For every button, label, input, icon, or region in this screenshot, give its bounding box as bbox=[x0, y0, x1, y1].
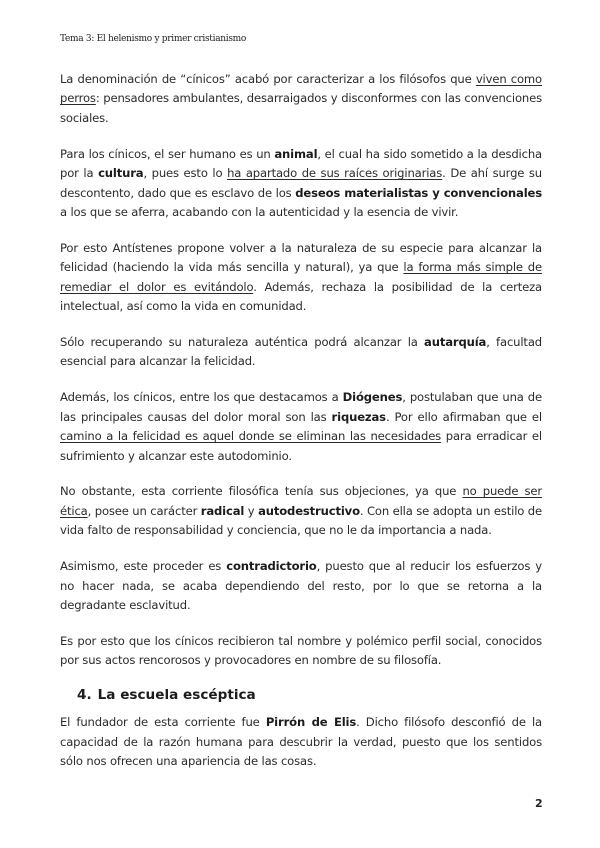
paragraph-pirron: El fundador de esta corriente fue Pirrón de Elis. Dicho filósofo desconfió de la capacidad de la razón humana para descubrir la verdad, puesto que los sentidos sólo nos ofrecen una apariencia de las cosas. bbox=[60, 715, 542, 768]
bold-term: animal bbox=[274, 146, 318, 161]
paragraph-objeciones: No obstante, esta corriente filosófica tenía sus objeciones, ya que no puede ser ética, posee un carácter radical y autodestructivo. Con ella se adopta un estilo de vida falto de responsabilidad y conciencia, que no le da importancia a nada. bbox=[60, 484, 542, 538]
section-heading-escuela-esceptica bbox=[77, 687, 542, 703]
paragraph-conclusion: Es por esto que los cínicos recibieron tal nombre y polémico perfil social, conocidos por sus actos rencorosos y provocadores en nombre de su filosofía. bbox=[60, 633, 542, 668]
underlined-phrase: viven como perros bbox=[60, 72, 542, 106]
bold-term: cultura bbox=[98, 166, 144, 181]
bold-term: autodestructivo bbox=[258, 503, 360, 518]
paragraph-cinicos-definition: La denominación de “cínicos” acabó por caracterizar a los filósofos que viven como perros: pensadores ambulantes, desarraigados y disconformes con las convenciones sociales. bbox=[60, 72, 542, 125]
section-title: La escuela escéptica bbox=[97, 687, 256, 704]
underlined-phrase: no puede ser ética bbox=[60, 484, 542, 518]
bold-term: deseos materialistas y convencionales bbox=[295, 185, 542, 200]
page-content bbox=[60, 70, 542, 788]
bold-term: contradictorio bbox=[226, 559, 317, 574]
bold-term: radical bbox=[200, 503, 245, 518]
paragraph-contradictorio: Asimismo, este proceder es contradictorio, puesto que al reducir los esfuerzos y no hacer nada, se acaba dependiendo del resto, por lo que se retorna a la degradante esclavitud. bbox=[60, 559, 542, 612]
page-header: Tema 3: El helenismo y primer cristianismo bbox=[60, 34, 247, 44]
page-number: 2 bbox=[535, 797, 543, 810]
bold-term: riquezas bbox=[331, 409, 386, 424]
paragraph-human-animal: Para los cínicos, el ser humano es un animal, el cual ha sido sometido a la desdicha por la cultura, pues esto lo ha apartado de sus raíces originarias. De ahí surge su descontento, dado que es esclavo de los deseos materialistas y convencionales a los que se aferra, acabando con la autenticidad y la esencia de vivir. bbox=[60, 146, 543, 219]
section-number: 4. bbox=[77, 687, 92, 704]
underlined-phrase: camino a la felicidad es aquel donde se eliminan las necesidades bbox=[60, 429, 442, 444]
underlined-phrase: la forma más simple de remediar el dolor es evitándolo bbox=[60, 260, 542, 294]
underlined-phrase: ha apartado de sus raíces originarias bbox=[227, 166, 443, 181]
paragraph-diogenes: Además, los cínicos, entre los que destacamos a Diógenes, postulaban que una de las principales causas del dolor moral son las riquezas. Por ello afirmaban que el camino a la felicidad es aquel donde se eliminan las necesidades para erradicar el sufrimiento y alcanzar este autodominio. bbox=[60, 390, 542, 463]
paragraph-autarquia: Sólo recuperando su naturaleza auténtica podrá alcanzar la autarquía, facultad esencial para alcanzar la felicidad. bbox=[60, 334, 542, 369]
bold-term: autarquía bbox=[424, 334, 487, 349]
paragraph-antistenes: Por esto Antístenes propone volver a la naturaleza de su especie para alcanzar la felicidad (haciendo la vida más sencilla y natural), ya que la forma más simple de remediar el dolor es evitándolo. Además, rechaza la posibilidad de la certeza intelectual, así como la vida en comunidad. bbox=[60, 240, 542, 314]
bold-term: Diógenes bbox=[342, 390, 403, 405]
bold-term: Pirrón de Elis bbox=[265, 715, 357, 730]
